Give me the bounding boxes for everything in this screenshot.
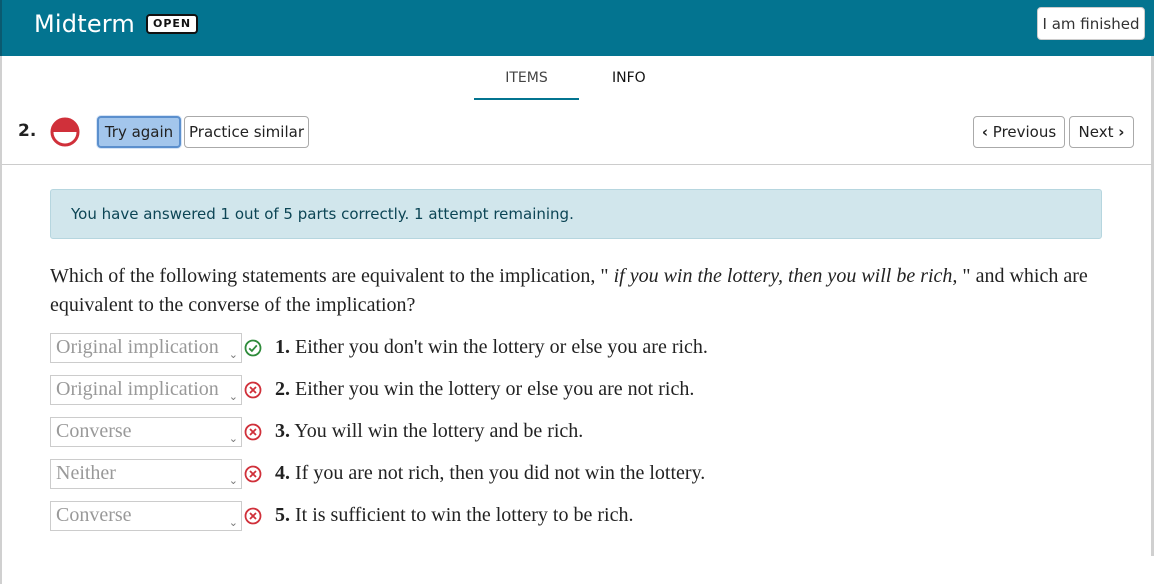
chevron-down-icon: ⌄ xyxy=(228,516,238,529)
half-filled-circle-icon xyxy=(50,117,80,147)
chevron-down-icon: ⌄ xyxy=(228,474,238,487)
x-circle-icon xyxy=(244,423,262,441)
statement-text: Either you don't win the lottery or else you are rich. xyxy=(295,336,708,358)
finish-button[interactable]: I am finished xyxy=(1037,7,1145,40)
prompt-before: Which of the following statements are equivalent to the implication, " xyxy=(50,265,609,287)
next-label: Next xyxy=(1078,123,1114,141)
practice-similar-button[interactable]: Practice similar xyxy=(184,116,309,148)
chevron-down-icon: ⌄ xyxy=(228,432,238,445)
question-number: 2. xyxy=(18,121,37,141)
answer-row xyxy=(50,417,1050,447)
statement-number: 1. xyxy=(275,336,290,358)
answer-select[interactable] xyxy=(50,501,242,531)
attempts-alert: You have answered 1 out of 5 parts correctly. 1 attempt remaining. xyxy=(50,189,1102,239)
statement-number: 5. xyxy=(275,504,290,526)
answer-row xyxy=(50,459,1050,489)
answer-select[interactable] xyxy=(50,417,242,447)
statement xyxy=(275,502,633,528)
check-circle-icon xyxy=(244,339,262,357)
prompt-quote: if you win the lottery, then you will be rich, xyxy=(608,265,963,287)
answer-select[interactable] xyxy=(50,333,242,363)
select-value: Original implication xyxy=(56,378,219,400)
statement xyxy=(275,376,694,402)
active-tab-indicator xyxy=(474,98,579,100)
answer-select[interactable] xyxy=(50,375,242,405)
select-value: Converse xyxy=(56,420,132,442)
x-circle-icon xyxy=(244,465,262,483)
statement-text: Either you win the lottery or else you are not rich. xyxy=(295,378,695,400)
select-value: Converse xyxy=(56,504,132,526)
select-value: Original implication xyxy=(56,336,219,358)
try-again-button[interactable]: Try again xyxy=(97,116,181,148)
next-button[interactable] xyxy=(1069,116,1134,148)
tab-items[interactable]: ITEMS xyxy=(505,70,548,86)
top-bar xyxy=(0,0,1154,56)
statement-number: 2. xyxy=(275,378,290,400)
statement-text: You will win the lottery and be rich. xyxy=(294,420,584,442)
x-circle-icon xyxy=(244,381,262,399)
prompt-after: " and which are equivalent to the converse of the implication? xyxy=(50,265,1088,316)
chevron-right-icon: › xyxy=(1118,123,1125,141)
chevron-down-icon: ⌄ xyxy=(228,348,238,361)
status-badge: OPEN xyxy=(146,14,198,34)
statement xyxy=(275,460,705,486)
statement xyxy=(275,334,708,360)
previous-label: Previous xyxy=(992,123,1057,141)
answer-row xyxy=(50,333,1050,363)
previous-button[interactable] xyxy=(973,116,1065,148)
chevron-left-icon: ‹ xyxy=(981,123,988,141)
x-circle-icon xyxy=(244,507,262,525)
tab-info[interactable]: INFO xyxy=(612,70,646,86)
question-toolbar xyxy=(2,105,1152,165)
answer-row xyxy=(50,501,1050,531)
statement-number: 4. xyxy=(275,462,290,484)
statement-number: 3. xyxy=(275,420,290,442)
statement-text: If you are not rich, then you did not win the lottery. xyxy=(295,462,706,484)
question-prompt xyxy=(50,262,1110,320)
tab-bar xyxy=(0,58,1154,102)
answer-select[interactable] xyxy=(50,459,242,489)
statement-text: It is sufficient to win the lottery to be rich. xyxy=(295,504,634,526)
assignment-title: Midterm xyxy=(34,10,136,38)
answer-row xyxy=(50,375,1050,405)
chevron-down-icon: ⌄ xyxy=(228,390,238,403)
select-value: Neither xyxy=(56,462,116,484)
top-bar-edge xyxy=(0,0,2,56)
statement xyxy=(275,418,583,444)
